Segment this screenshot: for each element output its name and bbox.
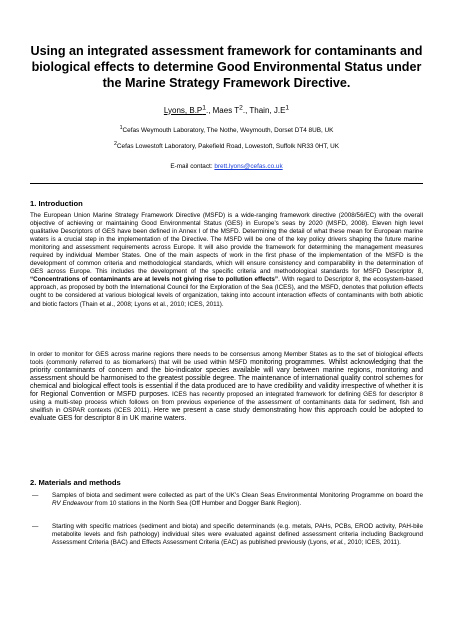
intro-paragraph-1: The European Union Marine Strategy Framework Directive (MSFD) is a wide-ranging framework directive (2008/56/EC) with the overall objective of achieving or maintaining Good Environmental Status (GES) in Europe’s seas by 2020 (MSFD, 2008). Eleven high level qualitative Descriptors of GES have been defined in Annex I of the MSFD. Determining the detail of what these mean for European marine waters is a crucial step in the implementation of the Directive. The MSFD will be one of the key policy drivers shaping the future marine monitoring and assessment requirements across Europe. It will also provide the framework for determining the management measures required by individual Member States. One of the main aspects of work in the first phase of the implementation of the MSFD is the development of common criteria and methodological standards, which will ensure consistency and comparability in the determination of GES across Europe. This includes the development of the specific criteria and methodological standards for MSFD Descriptor 8, “Concentrations of contaminants are at levels not giving rise to pollution effects”. With regard to Descriptor 8, the ecosystem-based approach, as proposed by both the International Council for the Exploration of the Sea (ICES), and the MSFD, denotes that pollution effects ought to be considered at various biological levels of organization, taking into account interaction effects of contaminants with both abiotic and biotic factors (Thain et al., 2008; Lyons et al., 2010; ICES, 2011). (30, 212, 423, 308)
intro-paragraph-2: In order to monitor for GES across marine regions there needs to be consensus among Member States as to the set of biological effects tools (commonly referred to as biomarkers) that will be used within MSFD monitoring programmes. Whilst acknowledging that the priority contaminants of concern and the bio-indicator species available will vary between marine regions, monitoring and assessment should be harmonised to the greatest possible degree. The maintenance of international quality control schemes for chemical and biological effect tools is essential if the data produced are to have credibility and validity irrespective of whether it is for Regional Convention or MSFD purposes. ICES has recently proposed an integrated framework for defining GES for descriptor 8 using a multi-step process which follows on from previous experience of the assessment of contaminants data for sediment, fish and shellfish in OSPAR contexts (ICES 2011). Here we present a case study demonstrating how this approach could be adopted to evaluate GES for descriptor 8 in UK marine waters. (30, 351, 424, 423)
author-line (0, 103, 453, 116)
descriptor-8-quote: “Concentrations of contaminants are at levels not giving rise to pollution effects” (30, 276, 279, 284)
affiliation-2: $^2$Cefas Lowestoft Laboratory, Pakefield Road, Lowestoft, Suffolk NR33 0HT, UK (113, 141, 340, 151)
author-1: Lyons, $B.P^1$ (163, 104, 206, 115)
header-divider (30, 183, 423, 184)
author-3: ., Thain, $J.E^1$ (242, 104, 290, 115)
dash-bullet: — (32, 523, 39, 530)
list-item: — Starting with specific matrices (sediment and biota) and specific determinands (e.g. metals, PAHs, PCBs, EROD activity, PAH-bile metabolite levels and fish pathology) individual sites were evaluated against defined assessment criteria including Background Assessment Criteria (BAC) and Effects Assessment Criteria (EAC) as published previously (Lyons, et al., 2010; ICES, 2011). (32, 523, 423, 547)
affiliation-1: $^1$Cefas Weymouth Laboratory, The Nothe, Weymouth, Dorset DT4 8UB, UK (119, 125, 334, 135)
author-2: ., Maes $T^2$ (205, 104, 243, 115)
dash-bullet: — (32, 492, 39, 499)
section-heading-introduction: 1. Introduction (30, 199, 83, 208)
email-link[interactable]: brett.lyons@cefas.co.uk (214, 163, 283, 170)
section-heading-materials-methods: 2. Materials and methods (30, 478, 121, 487)
paper-title: Using an integrated assessment framework for contaminants and biological effects to determine Good Environmental Status under the Marine Strategy Framework Directive. (30, 44, 423, 90)
email-contact: E-mail contact: brett.lyons@cefas.co.uk (170, 163, 283, 170)
list-item: — Samples of biota and sediment were collected as part of the UK’s Clean Seas Environmental Monitoring Programme on board the RV Endeavour from 10 stations in the North Sea (Off Humber and Dogger Bank Region). (32, 492, 423, 508)
